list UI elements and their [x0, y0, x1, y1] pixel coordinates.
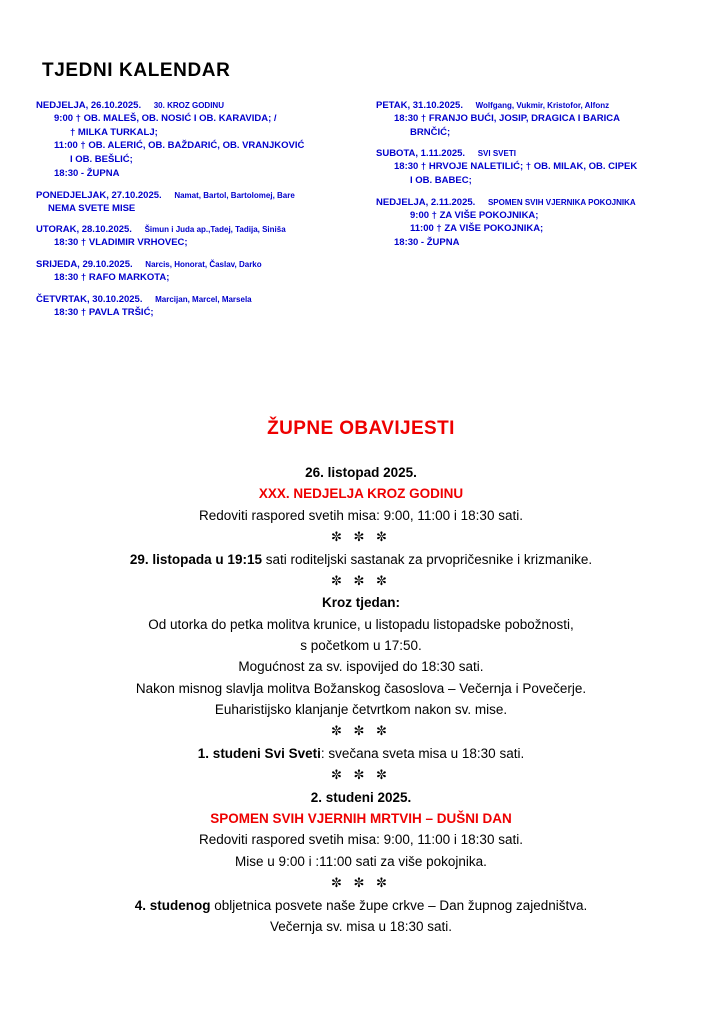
nov4-bold: 4. studenog — [134, 897, 211, 913]
calendar-day-block — [36, 294, 366, 320]
mass-line: BRNČIĆ; — [410, 126, 451, 138]
announcement-sunday-name: XXX. NEDJELJA KROZ GODINU — [258, 486, 464, 502]
day-heading — [36, 190, 366, 202]
mass-line: 18:30 - ŽUPNA — [54, 167, 120, 179]
announcements-title: ŽUPNE OBAVIJESTI — [267, 418, 455, 439]
announcements-body — [40, 462, 682, 937]
calendar-title: TJEDNI KALENDAR — [42, 60, 231, 81]
day-saints: Narcis, Honorat, Časlav, Darko — [145, 259, 262, 269]
day-name: NEDJELJA, 2.11.2025. — [376, 196, 476, 208]
separator-stars: ✼ ✼ ✼ — [331, 572, 391, 588]
calendar-columns — [36, 100, 696, 328]
mass-line: 9:00 † OB. MALEŠ, OB. NOSIĆ I OB. KARAVIDA; / — [54, 112, 277, 124]
calendar-day-block — [36, 259, 366, 285]
mass-line: 11:00 † OB. ALERIĆ, OB. BAŽDARIĆ, OB. VRANJKOVIĆ — [54, 140, 305, 152]
calendar-day-block — [376, 100, 696, 139]
separator-stars: ✼ ✼ ✼ — [331, 528, 391, 544]
calendar-day-block — [376, 197, 696, 250]
day-heading — [36, 100, 366, 112]
day-saints: 30. KROZ GODINU — [153, 101, 224, 110]
mass-line: I OB. BEŠLIĆ; — [70, 154, 133, 166]
mass-line: 11:00 † ZA VIŠE POKOJNIKA; — [410, 223, 544, 235]
meeting-rest: sati roditeljski sastanak za prvopričesnike i krizmanike. — [261, 551, 593, 567]
day-saints: SVI SVETI — [477, 149, 516, 159]
nov2-line: Mise u 9:00 i :11:00 sati za više pokojnika. — [235, 853, 487, 869]
nov4-rest: obljetnica posvete naše župe crkve – Dan župnog zajedništva. — [210, 897, 588, 913]
mass-line: 18:30 † PAVLA TRŠIĆ; — [54, 306, 154, 318]
announcement-date-heading: 26. listopad 2025. — [305, 465, 417, 480]
day-name: SUBOTA, 1.11.2025. — [376, 148, 466, 160]
separator-stars: ✼ ✼ ✼ — [331, 723, 391, 739]
day-name: PONEDJELJAK, 27.10.2025. — [36, 189, 162, 201]
week-line: Od utorka do petka molitva krunice, u listopadu listopadske pobožnosti, — [148, 616, 574, 632]
week-line: Nakon misnog slavlja molitva Božanskog časoslova – Večernja i Povečerje. — [135, 680, 587, 696]
calendar-day-block — [36, 100, 366, 181]
mass-line: 18:30 † FRANJO BUĆI, JOSIP, DRAGICA I BARICA — [394, 112, 620, 124]
all-saints-bold: 1. studeni Svi Sveti — [197, 745, 321, 761]
mass-line: 18:30 † RAFO MARKOTA; — [54, 271, 170, 283]
day-name: NEDJELJA, 26.10.2025. — [36, 100, 142, 111]
day-heading — [376, 197, 696, 209]
day-name: ČETVRTAK, 30.10.2025. — [36, 293, 143, 305]
mass-line: † MILKA TURKALJ; — [70, 126, 158, 138]
mass-line: 18:30 - ŽUPNA — [394, 237, 460, 249]
mass-line: 18:30 † HRVOJE NALETILIĆ; † OB. MILAK, OB. CIPEK — [394, 161, 638, 173]
all-saints-rest: : svečana sveta misa u 18:30 sati. — [320, 745, 525, 761]
week-heading: Kroz tjedan: — [321, 595, 400, 611]
announcement-meeting — [40, 549, 682, 570]
separator-stars: ✼ ✼ ✼ — [331, 875, 391, 891]
day-saints: Marcijan, Marcel, Marsela — [155, 294, 252, 304]
calendar-day-block — [36, 190, 366, 216]
nov4-line — [40, 895, 682, 916]
day-heading — [376, 100, 696, 112]
day-name: UTORAK, 28.10.2025. — [36, 224, 132, 236]
nov4-line-2: Večernja sv. misa u 18:30 sati. — [269, 918, 453, 934]
mass-line: NEMA SVETE MISE — [48, 202, 136, 214]
day-saints: SPOMEN SVIH VJERNIKA POKOJNIKA — [487, 197, 636, 207]
announcement-schedule-line: Redoviti raspored svetih misa: 9:00, 11:00 i 18:30 sati. — [199, 507, 523, 523]
day-saints: Namat, Bartol, Bartolomej, Bare — [174, 190, 295, 200]
week-line: Mogućnost za sv. ispovijed do 18:30 sati. — [238, 659, 484, 675]
calendar-day-block — [36, 224, 366, 250]
nov2-line: Redoviti raspored svetih misa: 9:00, 11:00 i 18:30 sati. — [199, 832, 523, 848]
nov2-heading: 2. studeni 2025. — [310, 789, 412, 805]
calendar-column-left — [36, 100, 366, 328]
day-name: SRIJEDA, 29.10.2025. — [36, 258, 133, 270]
day-heading — [36, 259, 366, 271]
calendar-column-right — [366, 100, 696, 259]
day-heading — [376, 148, 696, 160]
nov2-red-heading: SPOMEN SVIH VJERNIH MRTVIH – DUŠNI DAN — [210, 811, 512, 827]
day-heading — [36, 224, 366, 236]
week-line: Euharistijsko klanjanje četvrtkom nakon sv. mise. — [214, 702, 508, 718]
day-name: PETAK, 31.10.2025. — [376, 100, 463, 111]
separator-stars: ✼ ✼ ✼ — [331, 767, 391, 783]
mass-line: 9:00 † ZA VIŠE POKOJNIKA; — [410, 209, 539, 221]
all-saints-line — [40, 743, 682, 764]
day-heading — [36, 294, 366, 306]
day-saints: Wolfgang, Vukmir, Kristofor, Alfonz — [475, 101, 610, 110]
day-saints: Šimun i Juda ap.,Tadej, Tadija, Siniša — [144, 225, 286, 235]
mass-line: 18:30 † VLADIMIR VRHOVEC; — [54, 237, 188, 249]
calendar-day-block — [376, 148, 696, 187]
mass-line: I OB. BABEC; — [410, 175, 472, 187]
week-line: s početkom u 17:50. — [300, 638, 422, 654]
meeting-date-bold: 29. listopada u 19:15 — [129, 551, 262, 567]
